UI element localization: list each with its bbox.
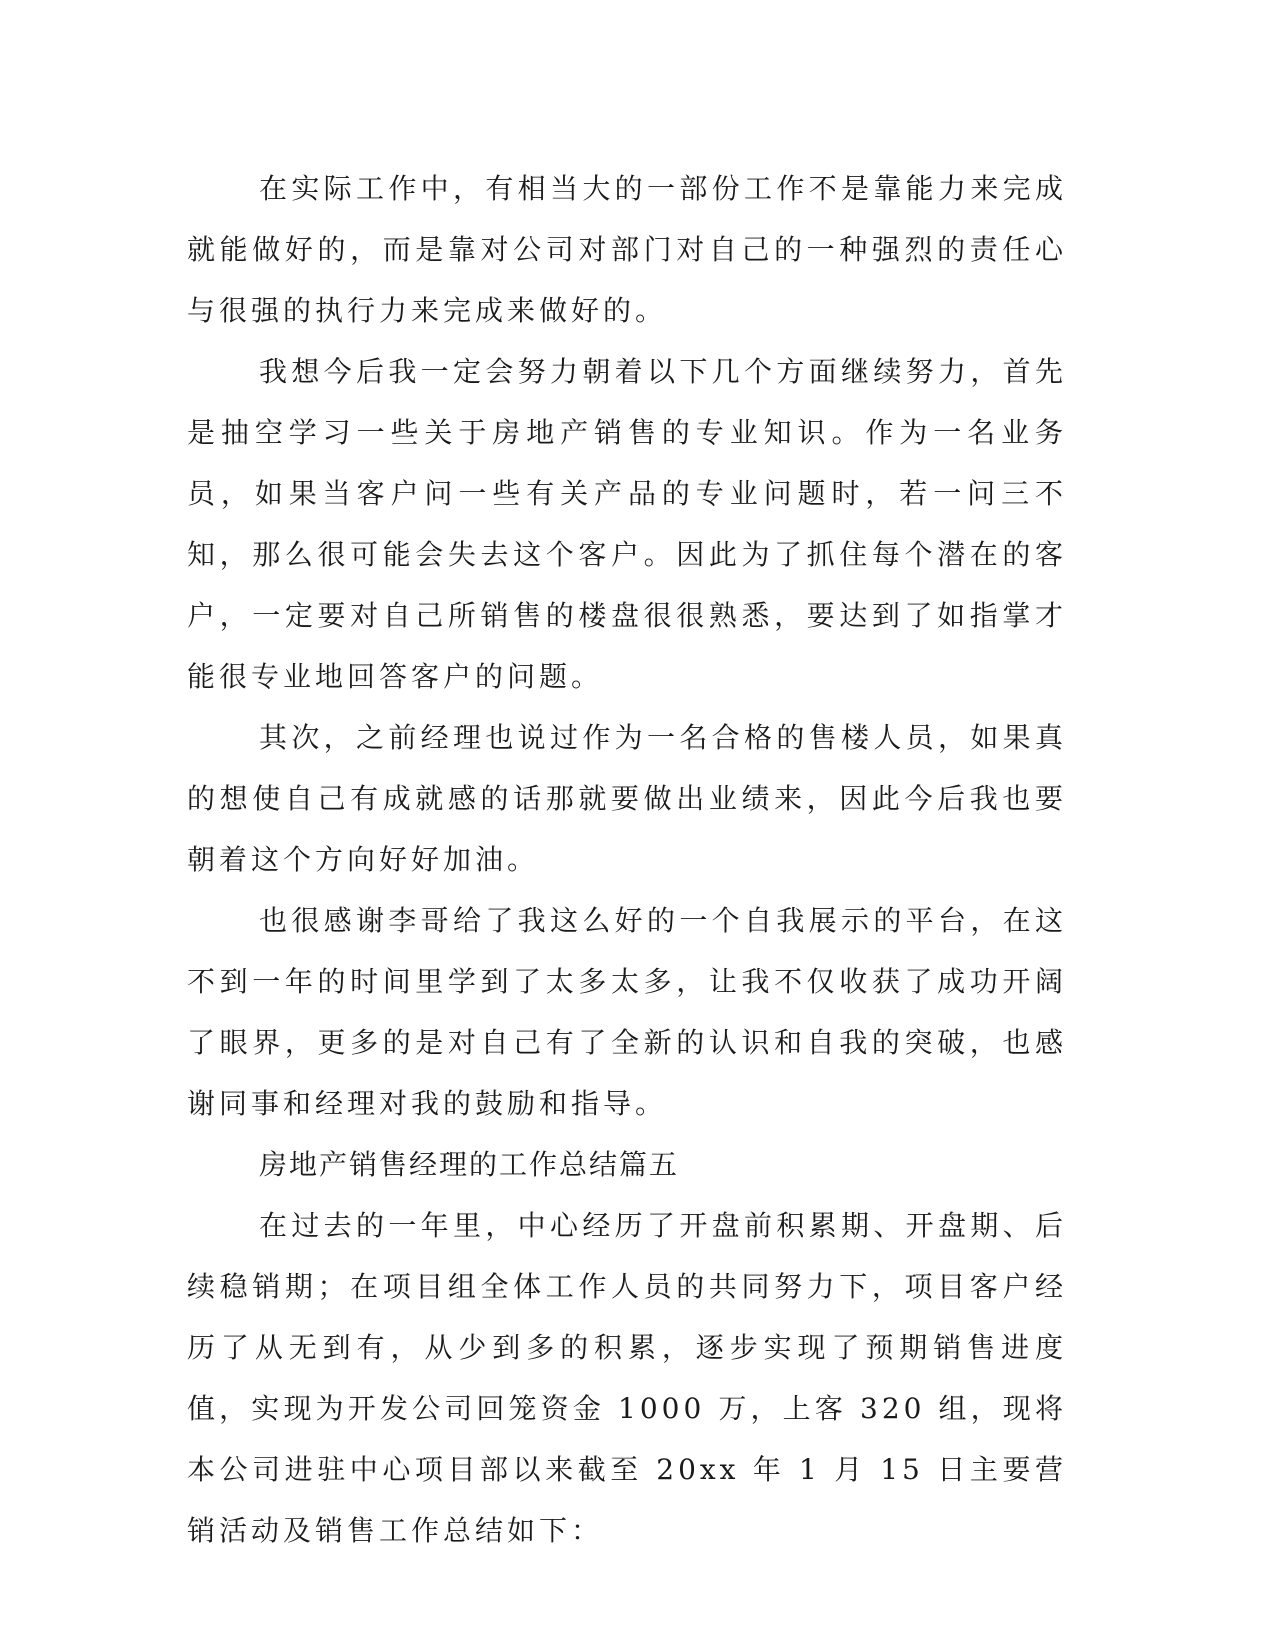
document-body [187, 158, 1067, 1561]
paragraph-learning-plan: 我想今后我一定会努力朝着以下几个方面继续努力，首先是抽空学习一些关于房地产销售的专业知识。作为一名业务员，如果当客户问一些有关产品的专业问题时，若一问三不知，那么很可能会失去这个客户。因此为了抓住每个潜在的客户，一定要对自己所销售的楼盘很很熟悉，要达到了如指掌才能很专业地回答客户的问题。 [187, 355, 1067, 693]
paragraph-performance-goal: 其次，之前经理也说过作为一名合格的售楼人员，如果真的想使自己有成就感的话那就要做出业绩来，因此今后我也要朝着这个方向好好加油。 [187, 721, 1067, 876]
paragraph-thanks: 也很感谢李哥给了我这么好的一个自我展示的平台，在这不到一年的时间里学到了太多太多，让我不仅收获了成功开阔了眼界，更多的是对自己有了全新的认识和自我的突破，也感谢同事和经理对我的鼓励和指导。 [187, 904, 1067, 1120]
paragraph-responsibility: 在实际工作中，有相当大的一部份工作不是靠能力来完成就能做好的，而是靠对公司对部门对自己的一种强烈的责任心与很强的执行力来完成来做好的。 [187, 172, 1067, 327]
section-heading: 房地产销售经理的工作总结篇五 [259, 1148, 680, 1181]
paragraph-annual-summary: 在过去的一年里，中心经历了开盘前积累期、开盘期、后续稳销期；在项目组全体工作人员的共同努力下，项目客户经历了从无到有，从少到多的积累，逐步实现了预期销售进度值，实现为开发公司回笼资金 1000 万，上客 320 组，现将本公司进驻中心项目部以来截至 20xx 年 1 月 15 日主要营销活动及销售工作总结如下： [187, 1209, 1067, 1547]
